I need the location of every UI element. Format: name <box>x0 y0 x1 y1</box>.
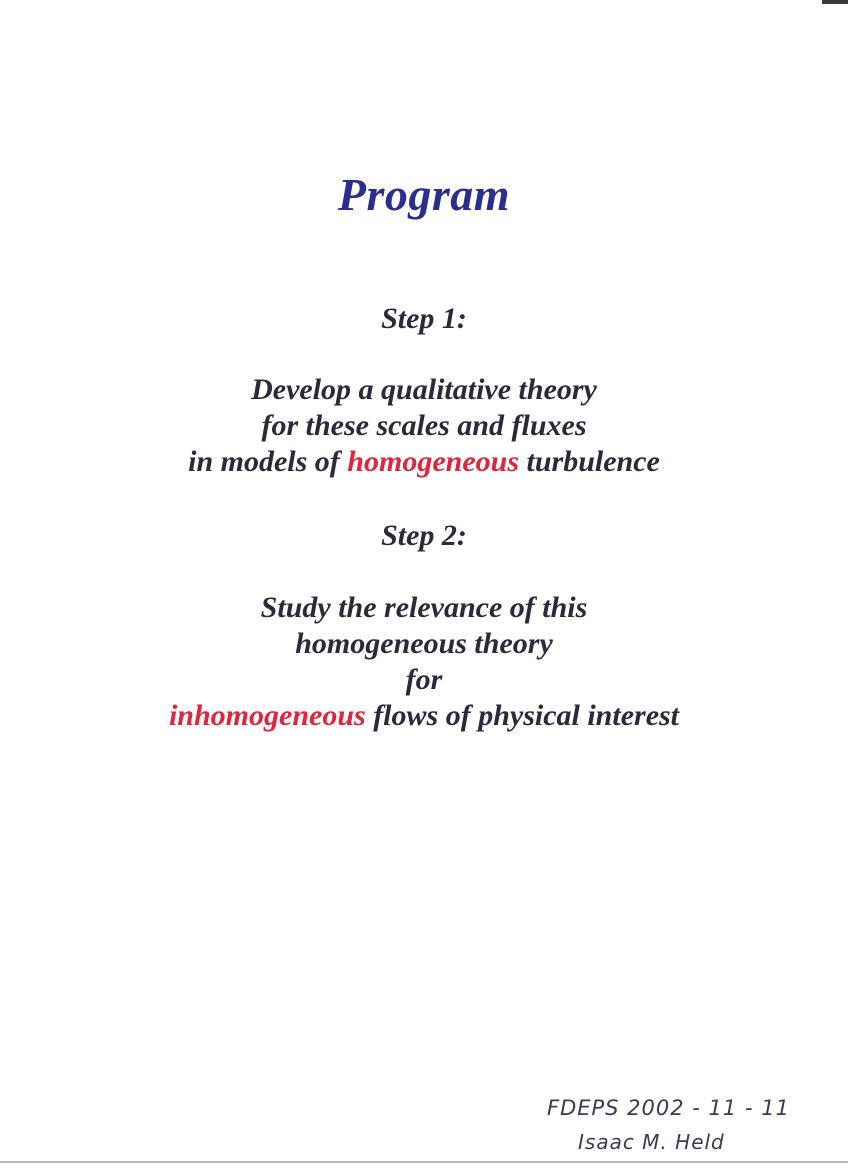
step1-line3-before: in models of <box>188 445 348 478</box>
scan-bottom-edge <box>0 1161 848 1163</box>
step2-line4 <box>0 699 848 733</box>
highlight-homogeneous: homogeneous <box>347 445 519 478</box>
handwritten-date-note: FDEPS 2002 - 11 - 11 <box>547 1096 790 1120</box>
step1-line1: Develop a qualitative theory <box>251 373 597 406</box>
step1-line3-after: turbulence <box>519 445 660 478</box>
step1-heading: Step 1: <box>381 302 467 335</box>
page-title: Program <box>337 169 511 220</box>
step1-line3 <box>0 445 848 479</box>
scan-corner-mark <box>822 0 848 4</box>
step2-line1: Study the relevance of this <box>260 591 588 624</box>
step1-line2: for these scales and fluxes <box>261 409 587 442</box>
step2-line2: homogeneous theory <box>295 627 553 660</box>
step2-line4-after: flows of physical interest <box>365 699 680 732</box>
step2-line3: for <box>405 663 443 696</box>
step2-heading: Step 2: <box>381 519 467 552</box>
highlight-inhomogeneous: inhomogeneous <box>168 699 366 732</box>
handwritten-author-note: Isaac M. Held <box>578 1130 725 1154</box>
